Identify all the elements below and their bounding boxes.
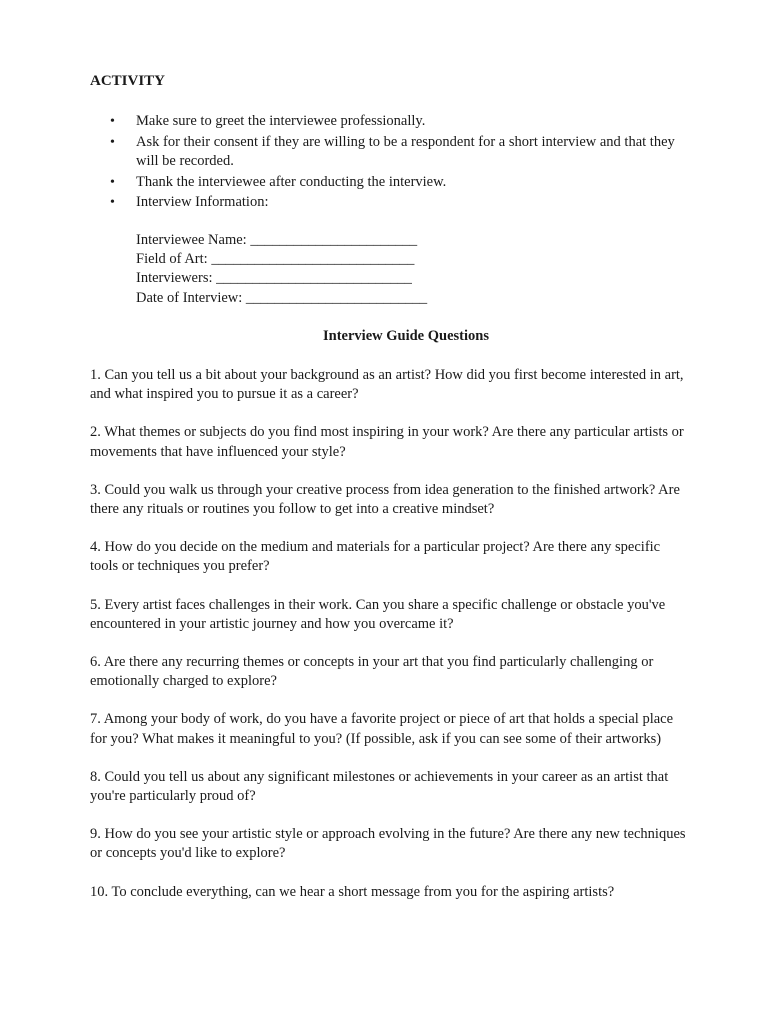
interviewers-field: Interviewers: ___________________________	[136, 270, 412, 287]
question-item: 3. Could you walk us through your creative process from idea generation to the finished artwork? Are there any rituals or routines you follow to get into a creative mindset?	[90, 481, 680, 518]
question-item: 10. To conclude everything, can we hear a short message from you for the aspiring artists?	[90, 883, 615, 900]
activity-instructions-list	[90, 112, 690, 214]
question-item: 7. Among your body of work, do you have a favorite project or piece of art that holds a special place for you? What makes it meaningful to you? (If possible, ask if you can see some of their artworks)	[90, 711, 674, 747]
question-item: 2. What themes or subjects do you find most inspiring in your work? Are there any particular artists or movements that have influenced your style?	[90, 424, 684, 460]
question-item: 6. Are there any recurring themes or concepts in your art that you find particularly challenging or emotionally charged to explore?	[90, 654, 654, 690]
questions-list	[90, 366, 690, 921]
question-item: 8. Could you tell us about any significant milestones or achievements in your career as an artist that you're particularly proud of?	[90, 768, 669, 805]
question-item: 1. Can you tell us a bit about your background as an artist? How did you first become interested in art, and what inspired you to pursue it as a career?	[90, 367, 684, 403]
date-of-interview-field: Date of Interview: _________________________	[136, 289, 428, 306]
instruction-greet: • Make sure to greet the interviewee professionally.	[90, 112, 690, 131]
activity-heading: ACTIVITY	[90, 73, 166, 89]
field-of-art-field: Field of Art: ____________________________	[136, 251, 415, 268]
question-item: 5. Every artist faces challenges in their work. Can you share a specific challenge or obstacle you've encountered in your artistic journey and how you overcame it?	[90, 596, 666, 632]
interviewee-name-field: Interviewee Name: _______________________	[136, 232, 418, 248]
question-item: 4. How do you decide on the medium and materials for a particular project? Are there any specific tools or techniques you prefer?	[90, 539, 661, 575]
guide-questions-heading: Interview Guide Questions	[323, 328, 489, 344]
instruction-thank: • Thank the interviewee after conducting the interview.	[90, 173, 690, 192]
instruction-consent: • Ask for their consent if they are willing to be a respondent for a short interview and that they will be recorded.	[90, 133, 690, 171]
instruction-interview-info: • Interview Information:	[90, 193, 690, 212]
interview-info-fields	[136, 231, 536, 308]
question-item: 9. How do you see your artistic style or approach evolving in the future? Are there any new techniques or concepts you'd like to explore?	[90, 826, 686, 862]
